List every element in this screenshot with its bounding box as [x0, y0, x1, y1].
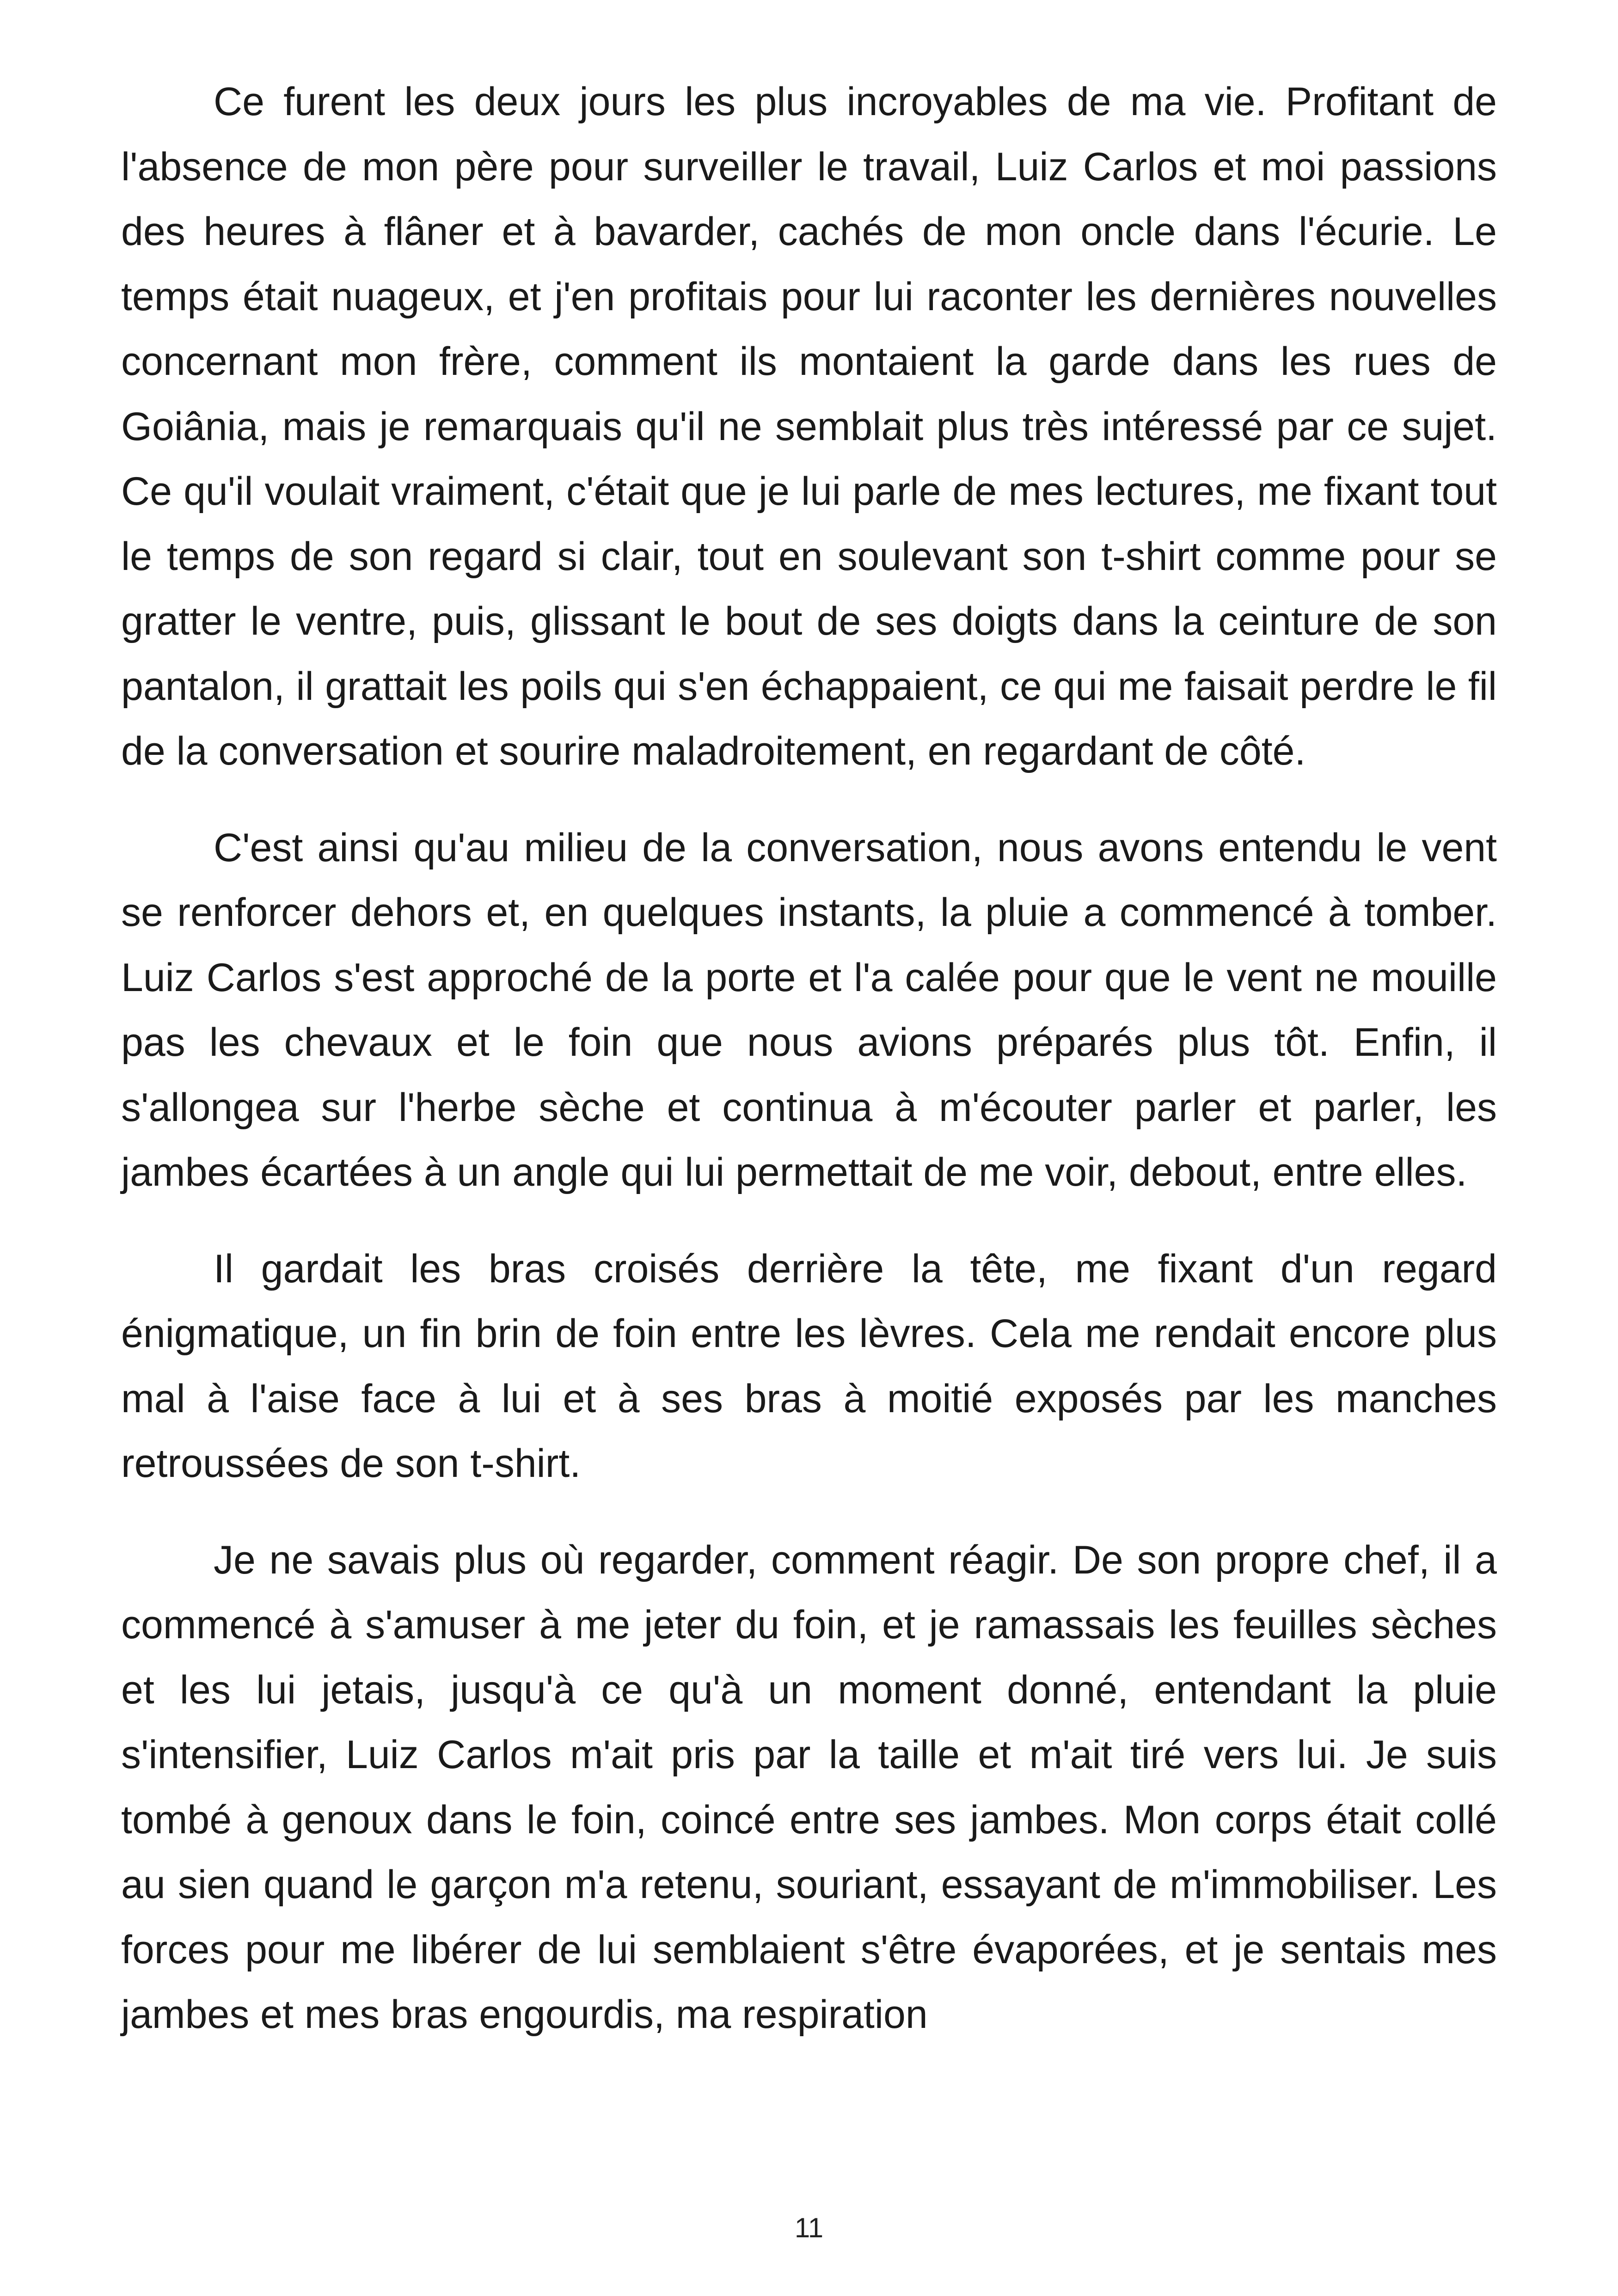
- paragraph-1: Ce furent les deux jours les plus incroyables de ma vie. Profitant de l'absence de mon père pour surveiller le travail, Luiz Carlos et moi passions des heures à flâner et à bavarder, cachés de mon oncle dans l'écurie. Le temps était nuageux, et j'en profitais pour lui raconter les dernières nouvelles concernant mon frère, comment ils montaient la garde dans les rues de Goiânia, mais je remarquais qu'il ne semblait plus très intéressé par ce sujet. Ce qu'il voulait vraiment, c'était que je lui parle de mes lectures, me fixant tout le temps de son regard si clair, tout en soulevant son t-shirt comme pour se gratter le ventre, puis, glissant le bout de ses doigts dans la ceinture de son pantalon, il grattait les poils qui s'en échappaient, ce qui me faisait perdre le fil de la conversation et sourire maladroitement, en regardant de côté.: [121, 80, 1497, 773]
- paragraph-4: Je ne savais plus où regarder, comment réagir. De son propre chef, il a commencé à s'amuser à me jeter du foin, et je ramassais les feuilles sèches et les lui jetais, jusqu'à ce qu'à un moment donné, entendant la pluie s'intensifier, Luiz Carlos m'ait pris par la taille et m'ait tiré vers lui. Je suis tombé à genoux dans le foin, coincé entre ses jambes. Mon corps était collé au sien quand le garçon m'a retenu, souriant, essayant de m'immobiliser. Les forces pour me libérer de lui semblaient s'être évaporées, et je sentais mes jambes et mes bras engourdis, ma respiration: [121, 1537, 1497, 2037]
- page-number: 11: [794, 2212, 824, 2243]
- page-body: [121, 69, 1497, 2079]
- paragraph-2: C'est ainsi qu'au milieu de la conversation, nous avons entendu le vent se renforcer dehors et, en quelques instants, la pluie a commencé à tomber. Luiz Carlos s'est approché de la porte et l'a calée pour que le vent ne mouille pas les chevaux et le foin que nous avions préparés plus tôt. Enfin, il s'allongea sur l'herbe sèche et continua à m'écouter parler et parler, les jambes écartées à un angle qui lui permettait de me voir, debout, entre elles.: [121, 825, 1497, 1194]
- paragraph-3: Il gardait les bras croisés derrière la tête, me fixant d'un regard énigmatique, un fin brin de foin entre les lèvres. Cela me rendait encore plus mal à l'aise face à lui et à ses bras à moitié exposés par les manches retroussées de son t-shirt.: [121, 1246, 1497, 1486]
